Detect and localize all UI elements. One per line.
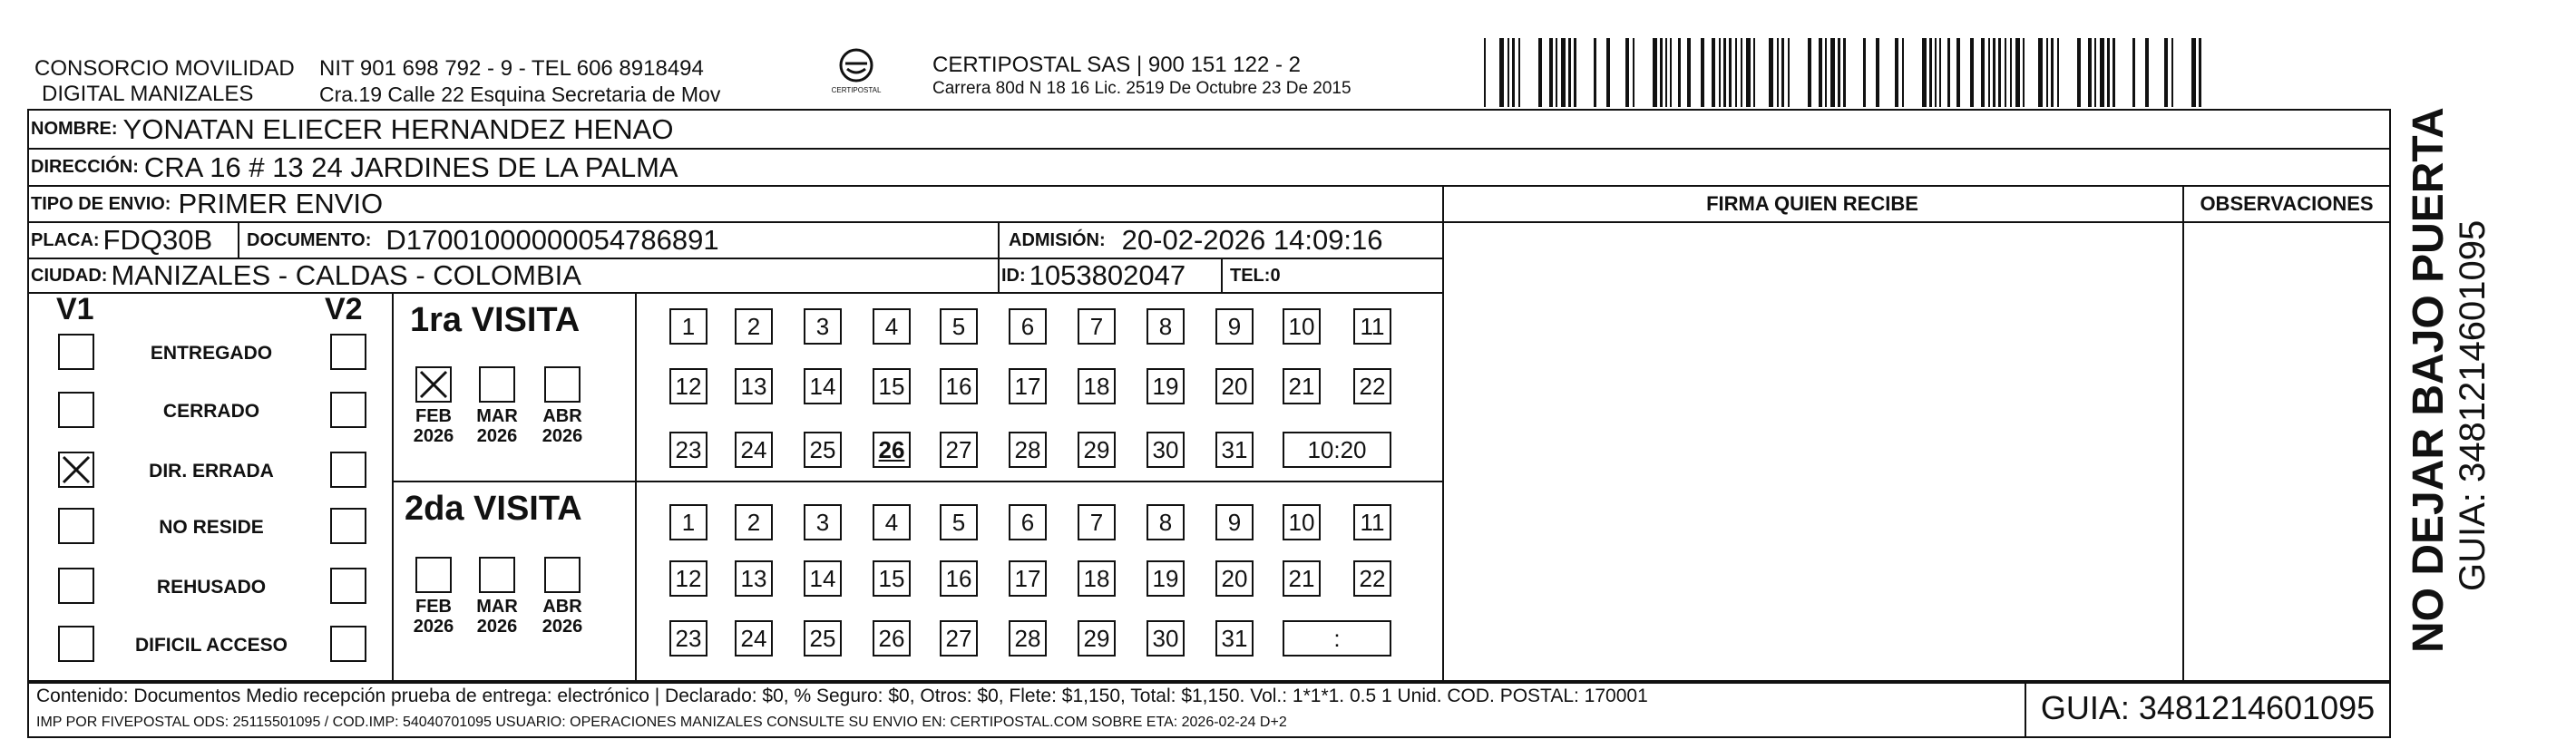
visit2-day[interactable]: 28 [1009, 620, 1047, 657]
visit1-day[interactable]: 20 [1215, 368, 1254, 404]
barcode-bar [2005, 38, 2006, 107]
v2-checkbox[interactable] [330, 452, 366, 488]
visit2-day[interactable]: 16 [940, 560, 978, 597]
visit1-day[interactable]: 22 [1353, 368, 1391, 404]
barcode-bar [2191, 38, 2196, 107]
barcode-bar [1769, 38, 1773, 107]
barcode-bar [1729, 38, 1732, 107]
barcode-bar [2010, 38, 2012, 107]
barcode-bar [2077, 38, 2081, 107]
barcode-bar [1988, 38, 1990, 107]
v1-checkbox[interactable] [58, 452, 94, 488]
visit1-month-checkbox[interactable] [415, 366, 452, 403]
visit2-month-checkbox[interactable] [415, 557, 452, 593]
status-label: DIR. ERRADA [149, 461, 274, 482]
visit2-day[interactable]: 11 [1353, 504, 1391, 540]
month-year: 2026 [542, 426, 583, 446]
barcode-bar [1781, 38, 1784, 107]
certipostal-info [932, 53, 1351, 100]
visit2-day[interactable]: 20 [1215, 560, 1254, 597]
barcode-bar [1606, 38, 1610, 107]
visit1-day[interactable]: 8 [1147, 308, 1185, 345]
barcode-bar [1843, 38, 1846, 107]
visit1-day[interactable]: 30 [1147, 432, 1185, 468]
admision-label: ADMISIÓN: [1009, 229, 1106, 250]
address-line: Cra.19 Calle 22 Esquina Secretaria de Mov [319, 83, 721, 106]
barcode-bar [2015, 38, 2020, 107]
visit1-title: 1ra VISITA [410, 301, 581, 339]
company-line-2: DIGITAL MANIZALES [42, 82, 254, 106]
barcode-bar [2164, 38, 2168, 107]
visit2-day[interactable]: 1 [669, 504, 707, 540]
barcode-bar [2088, 38, 2092, 107]
company-line-1: CONSORCIO MOVILIDAD [34, 56, 295, 81]
barcode-bar [1568, 38, 1571, 107]
v1-checkbox[interactable] [58, 568, 94, 604]
visit2-day[interactable]: 7 [1078, 504, 1116, 540]
visit1-day[interactable]: 31 [1215, 432, 1254, 468]
check-x-icon [417, 368, 450, 401]
visit1-month-label [468, 406, 526, 446]
visit1-day[interactable]: 15 [873, 368, 911, 404]
barcode-bar [1838, 38, 1840, 107]
v2-checkbox[interactable] [330, 626, 366, 662]
status-label: REHUSADO [156, 577, 267, 598]
barcode-bar [1633, 38, 1634, 107]
barcode-bar [1777, 38, 1779, 107]
status-label: DIFICIL ACCESO [134, 635, 288, 656]
company-name [34, 56, 295, 107]
month-name: FEB [415, 597, 452, 617]
visit1-month-label [405, 406, 463, 446]
barcode-bar [1556, 38, 1557, 107]
month-name: MAR [476, 597, 518, 617]
status-label: ENTREGADO [150, 343, 273, 364]
placa-field [31, 223, 212, 258]
visit2-month-label [468, 597, 526, 637]
ciudad-field [31, 259, 581, 292]
barcode-bar [1687, 38, 1691, 107]
barcode-bar [1788, 38, 1790, 107]
visit1-time-box[interactable]: 10:20 [1283, 432, 1391, 468]
visit1-day[interactable]: 4 [873, 308, 911, 345]
certipostal-logo [820, 47, 893, 94]
tipo-envio-label: TIPO DE ENVIO: [31, 193, 171, 214]
barcode-bar [1518, 38, 1520, 107]
visit2-day[interactable]: 5 [940, 504, 978, 540]
barcode-bar [1825, 38, 1827, 107]
visit2-day[interactable]: 25 [804, 620, 842, 657]
nombre-label: NOMBRE: [31, 119, 118, 139]
barcode-bar [2100, 38, 2104, 107]
v1-label: V1 [56, 292, 94, 326]
barcode-bar [1876, 38, 1879, 107]
visit1-day[interactable]: 10 [1283, 308, 1321, 345]
barcode-bar [1660, 38, 1663, 107]
side-warning: NO DEJAR BAJO PUERTA [2405, 107, 2453, 653]
documento-value: D17001000000054786891 [385, 224, 719, 256]
barcode-bar [1735, 38, 1737, 107]
visit2-day[interactable]: 12 [669, 560, 707, 597]
placa-value: FDQ30B [102, 224, 213, 256]
barcode-bar [1922, 38, 1927, 107]
barcode-bar [1929, 38, 1932, 107]
visit2-month-checkbox[interactable] [479, 557, 515, 593]
month-year: 2026 [542, 617, 583, 637]
barcode-bar [1719, 38, 1721, 107]
visit1-day[interactable]: 16 [940, 368, 978, 404]
direccion-row [31, 150, 678, 185]
visit1-month-label [533, 406, 591, 446]
visit1-day[interactable]: 17 [1009, 368, 1047, 404]
certipostal-line: CERTIPOSTAL SAS | 900 151 122 - 2 [932, 53, 1301, 77]
nombre-row [31, 111, 673, 148]
visit2-day[interactable]: 3 [804, 504, 842, 540]
barcode-bar [1712, 38, 1715, 107]
barcode-bar [2171, 38, 2173, 107]
status-label: CERRADO [162, 401, 260, 422]
barcode-bar [2113, 38, 2115, 107]
visit1-month-checkbox[interactable] [544, 366, 581, 403]
barcode-bar [2046, 38, 2048, 107]
id-label: ID: [1001, 265, 1026, 286]
certipostal-address: Carrera 80d N 18 16 Lic. 2519 De Octubre 23 De 2015 [932, 79, 1351, 98]
visit1-day[interactable]: 21 [1283, 368, 1321, 404]
certipostal-logo-icon [836, 47, 876, 83]
barcode-bar [2145, 38, 2149, 107]
barcode-bar [1981, 38, 1985, 107]
visit2-day[interactable]: 19 [1147, 560, 1185, 597]
barcode-bar [2107, 38, 2110, 107]
tipo-envio-value: PRIMER ENVIO [178, 188, 384, 219]
visit1-day[interactable]: 2 [735, 308, 773, 345]
v1-checkbox[interactable] [58, 626, 94, 662]
tel-value: 0 [1270, 265, 1281, 286]
barcode-bar [1594, 38, 1596, 107]
visit1-day[interactable]: 29 [1078, 432, 1116, 468]
barcode-bar [1484, 38, 1486, 107]
visit1-day[interactable]: 19 [1147, 368, 1185, 404]
visit2-day[interactable]: 4 [873, 504, 911, 540]
visit2-day[interactable]: 27 [940, 620, 978, 657]
month-name: MAR [476, 406, 518, 426]
visit1-day[interactable]: 3 [804, 308, 842, 345]
visit1-day[interactable]: 9 [1215, 308, 1254, 345]
visit1-day[interactable]: 28 [1009, 432, 1047, 468]
barcode-bar [2023, 38, 2025, 107]
admision-value: 20-02-2026 14:09:16 [1121, 224, 1383, 256]
barcode-bar [1574, 38, 1576, 107]
barcode-bar [1670, 38, 1672, 107]
barcode-bar [1863, 38, 1866, 107]
visit2-day[interactable]: 23 [669, 620, 707, 657]
visit1-day[interactable]: 26 [873, 432, 911, 468]
id-value: 1053802047 [1029, 259, 1186, 291]
v2-checkbox[interactable] [330, 392, 366, 428]
barcode-bar [1947, 38, 1950, 107]
visit2-month-label [533, 597, 591, 637]
v2-checkbox[interactable] [330, 508, 366, 544]
visit1-day[interactable]: 25 [804, 432, 842, 468]
ciudad-label: CIUDAD: [31, 265, 108, 286]
visit2-day[interactable]: 26 [873, 620, 911, 657]
barcode-bar [1508, 38, 1509, 107]
month-year: 2026 [413, 617, 454, 637]
visit2-day[interactable]: 31 [1215, 620, 1254, 657]
barcode-bar [1701, 38, 1704, 107]
visit2-day[interactable]: 30 [1147, 620, 1185, 657]
visit2-day[interactable]: 15 [873, 560, 911, 597]
v2-checkbox[interactable] [330, 334, 366, 370]
status-label: NO RESIDE [159, 517, 264, 538]
visit1-day[interactable]: 23 [669, 432, 707, 468]
visit1-day[interactable]: 11 [1353, 308, 1391, 345]
barcode-bar [1625, 38, 1629, 107]
v1-checkbox[interactable] [58, 392, 94, 428]
observaciones-area[interactable] [2186, 225, 2387, 678]
barcode-bar [2094, 38, 2096, 107]
documento-label: DOCUMENTO: [247, 229, 372, 250]
barcode-bar [1741, 38, 1742, 107]
barcode-bar [2038, 38, 2043, 107]
tipo-envio-row [31, 187, 383, 221]
company-contact [319, 56, 720, 107]
barcode-bar [1830, 38, 1835, 107]
barcode-bar [1653, 38, 1657, 107]
visit2-day[interactable]: 14 [804, 560, 842, 597]
barcode-bar [1993, 38, 1995, 107]
barcode-bar [1512, 38, 1515, 107]
barcode-bar [1746, 38, 1751, 107]
month-name: ABR [542, 597, 582, 617]
footer-imp-line: IMP POR FIVEPOSTAL ODS: 25115501095 / COD.IMP: 54040701095 USUARIO: OPERACIONES MANIZALES CONSULTE SU ENVIO EN: CERTIPOSTAL.COM SOBRE ETA: 2026-02-24 D+2 [36, 715, 1287, 730]
visit2-day[interactable]: 22 [1353, 560, 1391, 597]
month-year: 2026 [476, 617, 518, 637]
signature-area[interactable] [1446, 225, 2179, 678]
visit1-day[interactable]: 12 [669, 368, 707, 404]
visit2-day[interactable]: 2 [735, 504, 773, 540]
visit2-day[interactable]: 6 [1009, 504, 1047, 540]
placa-label: PLACA: [31, 229, 100, 250]
firma-header: FIRMA QUIEN RECIBE [1706, 192, 1918, 215]
barcode-bar [1499, 38, 1504, 107]
visit1-day[interactable]: 5 [940, 308, 978, 345]
visit2-day[interactable]: 21 [1283, 560, 1321, 597]
month-year: 2026 [476, 426, 518, 446]
month-name: ABR [542, 406, 582, 426]
visit1-day[interactable]: 13 [735, 368, 773, 404]
barcode-bar [1561, 38, 1566, 107]
barcode-bar [2199, 38, 2201, 107]
barcode-bar [1819, 38, 1822, 107]
visit1-month-checkbox[interactable] [479, 366, 515, 403]
barcode-bar [2051, 38, 2054, 107]
direccion-label: DIRECCIÓN: [31, 157, 139, 177]
visit1-day[interactable]: 18 [1078, 368, 1116, 404]
v1-checkbox[interactable] [58, 334, 94, 370]
barcode-bar [1665, 38, 1667, 107]
barcode-bar [2057, 38, 2059, 107]
barcode-bar [2132, 38, 2135, 107]
footer-guia: GUIA: 3481214601095 [2040, 689, 2376, 726]
visit1-day[interactable]: 14 [804, 368, 842, 404]
direccion-value: CRA 16 # 13 24 JARDINES DE LA PALMA [143, 151, 678, 183]
barcode-bar [1538, 38, 1542, 107]
barcode-bar [1956, 38, 1960, 107]
barcode-bar [1753, 38, 1755, 107]
barcode-bar [1935, 38, 1937, 107]
visit1-day[interactable]: 24 [735, 432, 773, 468]
barcode-bar [1939, 38, 1941, 107]
visit2-month-label [405, 597, 463, 637]
tel-field [1230, 259, 1281, 292]
visit2-day[interactable]: 9 [1215, 504, 1254, 540]
visit2-month-checkbox[interactable] [544, 557, 581, 593]
ciudad-value: MANIZALES - CALDAS - COLOMBIA [111, 259, 581, 291]
observaciones-header: OBSERVACIONES [2200, 192, 2374, 215]
visit2-day[interactable]: 18 [1078, 560, 1116, 597]
barcode-bar [1998, 38, 2001, 107]
visit1-day[interactable]: 1 [669, 308, 707, 345]
visit2-title: 2da VISITA [405, 490, 582, 528]
month-name: FEB [415, 406, 452, 426]
barcode-bar [1902, 38, 1904, 107]
nombre-value: YONATAN ELIECER HERNANDEZ HENAO [122, 112, 674, 145]
visit1-day[interactable]: 27 [940, 432, 978, 468]
logo-caption: CERTIPOSTAL [831, 86, 882, 94]
side-guia: GUIA: 3481214601095 [2453, 219, 2493, 591]
visit2-day[interactable]: 17 [1009, 560, 1047, 597]
v2-label: V2 [325, 292, 363, 326]
barcode-bar [1723, 38, 1726, 107]
id-field [1001, 259, 1186, 292]
barcode-bar [1808, 38, 1811, 107]
nit-line: NIT 901 698 792 - 9 - TEL 606 8918494 [319, 56, 704, 81]
visit1-day[interactable]: 6 [1009, 308, 1047, 345]
barcode-bar [1970, 38, 1974, 107]
footer-content-line: Contenido: Documentos Medio recepción prueba de entrega: electrónico | Declarado: $0, % Seguro: $0, Otros: $0, Flete: $1,150, Total: $1,150. Vol.: 1*1*1. 0.5 1 Unid. COD. POSTAL: 170001 [36, 686, 1648, 706]
barcode-bar [1549, 38, 1553, 107]
admision-field [1009, 223, 1383, 258]
visit2-day[interactable]: 8 [1147, 504, 1185, 540]
barcode-bar [1895, 38, 1898, 107]
visit2-day[interactable]: 13 [735, 560, 773, 597]
documento-field [247, 223, 719, 258]
visit2-day[interactable]: 24 [735, 620, 773, 657]
visit1-day[interactable]: 7 [1078, 308, 1116, 345]
visit2-time-box[interactable]: : [1283, 620, 1391, 657]
barcode-bar [1678, 38, 1681, 107]
barcode [1484, 38, 2210, 109]
visit2-day[interactable]: 29 [1078, 620, 1116, 657]
check-x-icon [60, 453, 93, 486]
v2-checkbox[interactable] [330, 568, 366, 604]
visit2-day[interactable]: 10 [1283, 504, 1321, 540]
month-year: 2026 [413, 426, 454, 446]
tel-label: TEL: [1230, 265, 1271, 286]
v1-checkbox[interactable] [58, 508, 94, 544]
